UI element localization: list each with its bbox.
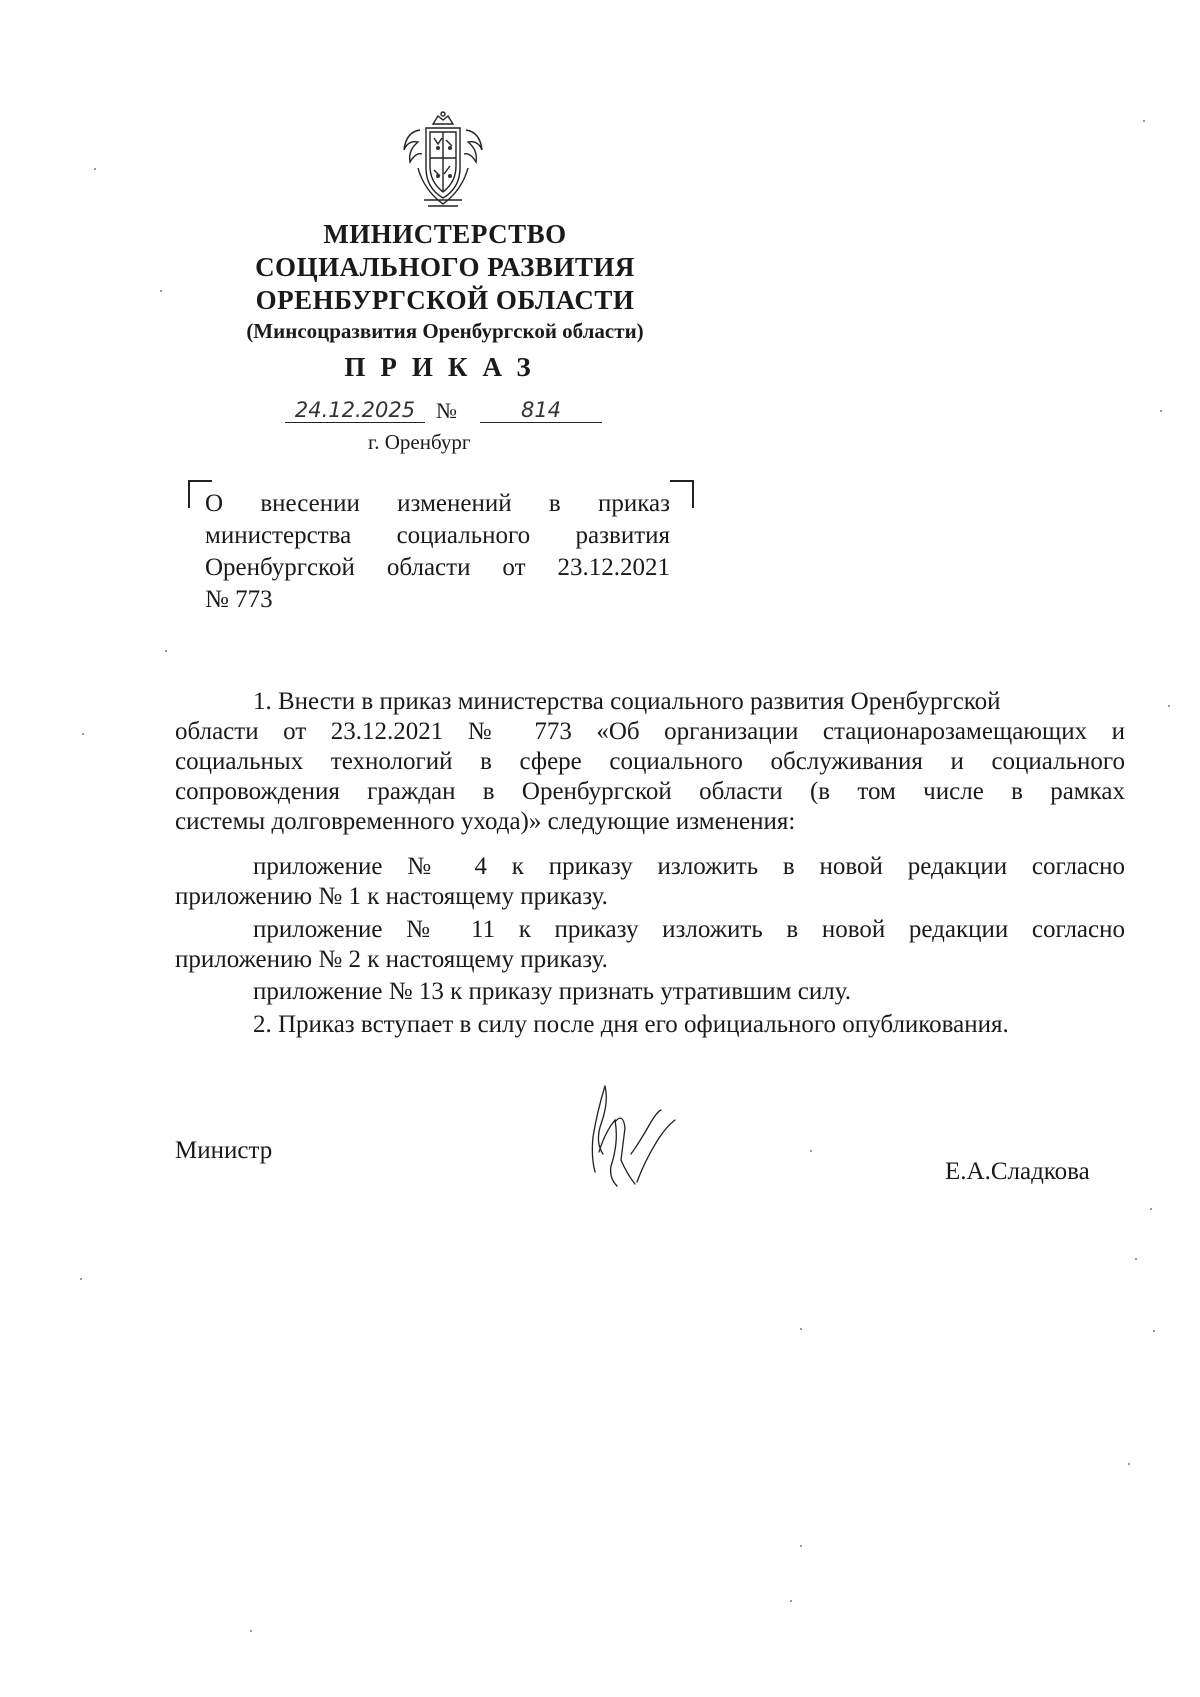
- scan-speck: [800, 1545, 802, 1547]
- paragraph-1-line-3: социальных технологий в сфере социального обслуживания и социального: [175, 748, 1125, 775]
- paragraph-2-text: 2. Приказ вступает в силу после дня его официального опубликования.: [253, 1011, 1009, 1038]
- scan-speck: [160, 290, 162, 292]
- scan-speck: [82, 733, 84, 735]
- subject-line-3: Оренбургской области от 23.12.2021: [205, 554, 670, 581]
- order-heading: [160, 352, 730, 383]
- signatory-name: Е.А.Сладкова: [945, 1158, 1090, 1185]
- amendment-3-text: приложение № 13 к приказу признать утратившим силу.: [253, 978, 851, 1005]
- amendment-item-1: [175, 852, 1125, 912]
- handwritten-signature: [575, 1082, 685, 1192]
- scan-speck: [250, 1630, 252, 1632]
- order-paragraph-1: [175, 687, 1125, 837]
- subject-line-4: № 773: [205, 586, 273, 613]
- subject-line-1: О внесении изменений в приказ: [205, 490, 670, 517]
- paragraph-1-line-1: 1. Внести в приказ министерства социального развития Оренбургской: [253, 688, 1001, 715]
- scan-speck: [1135, 1258, 1137, 1260]
- scan-speck: [1128, 1463, 1130, 1465]
- order-date: 24.12.2025: [285, 398, 425, 423]
- paragraph-1-line-2: области от 23.12.2021 № 773 «Об организации стационарозамещающих и: [175, 718, 1125, 745]
- scan-speck: [94, 168, 96, 170]
- ministry-header: [160, 218, 730, 345]
- paragraph-1-line-5: системы долговременного ухода)» следующие изменения:: [175, 808, 796, 835]
- subject-line-2: министерства социального развития: [205, 522, 670, 549]
- ministry-name-line-2: СОЦИАЛЬНОГО РАЗВИТИЯ: [255, 252, 635, 282]
- scan-speck: [1153, 1330, 1155, 1332]
- signatory-title: Министр: [175, 1137, 273, 1164]
- scan-speck: [810, 1150, 812, 1152]
- ministry-name-line-3: ОРЕНБУРГСКОЙ ОБЛАСТИ: [255, 285, 635, 315]
- order-number: 814: [480, 398, 602, 423]
- order-number-label: №: [436, 398, 457, 423]
- ministry-name-line-1: МИНИСТЕРСТВО: [323, 219, 567, 249]
- scan-speck: [800, 1328, 802, 1330]
- order-title: ПРИКАЗ: [344, 352, 546, 382]
- subject-bracket-right: [670, 480, 694, 508]
- scan-speck: [790, 1600, 792, 1602]
- ministry-short-name: (Минсоцразвития Оренбургской области): [246, 319, 644, 343]
- scan-speck: [1150, 1208, 1152, 1210]
- amendment-1-line-2: приложению № 1 к настоящему приказу.: [175, 883, 608, 910]
- order-paragraph-2: [175, 1010, 1125, 1040]
- paragraph-1-line-4: сопровождения граждан в Оренбургской области (в том числе в рамках: [175, 778, 1125, 805]
- amendment-2-line-2: приложению № 2 к настоящему приказу.: [175, 946, 608, 973]
- coat-of-arms-emblem: [398, 110, 488, 210]
- order-city: г. Оренбург: [368, 430, 471, 454]
- order-subject: [205, 488, 670, 616]
- scan-speck: [80, 1278, 82, 1280]
- scan-speck: [1160, 410, 1162, 412]
- amendment-item-2: [175, 915, 1125, 975]
- amendment-item-3: [175, 977, 1125, 1007]
- amendment-1-line-1: приложение № 4 к приказу изложить в новой редакции согласно: [253, 853, 1125, 880]
- scan-speck: [165, 650, 167, 652]
- amendment-2-line-1: приложение № 11 к приказу изложить в новой редакции согласно: [253, 916, 1125, 943]
- scan-speck: [1143, 120, 1145, 122]
- scan-speck: [1168, 705, 1170, 707]
